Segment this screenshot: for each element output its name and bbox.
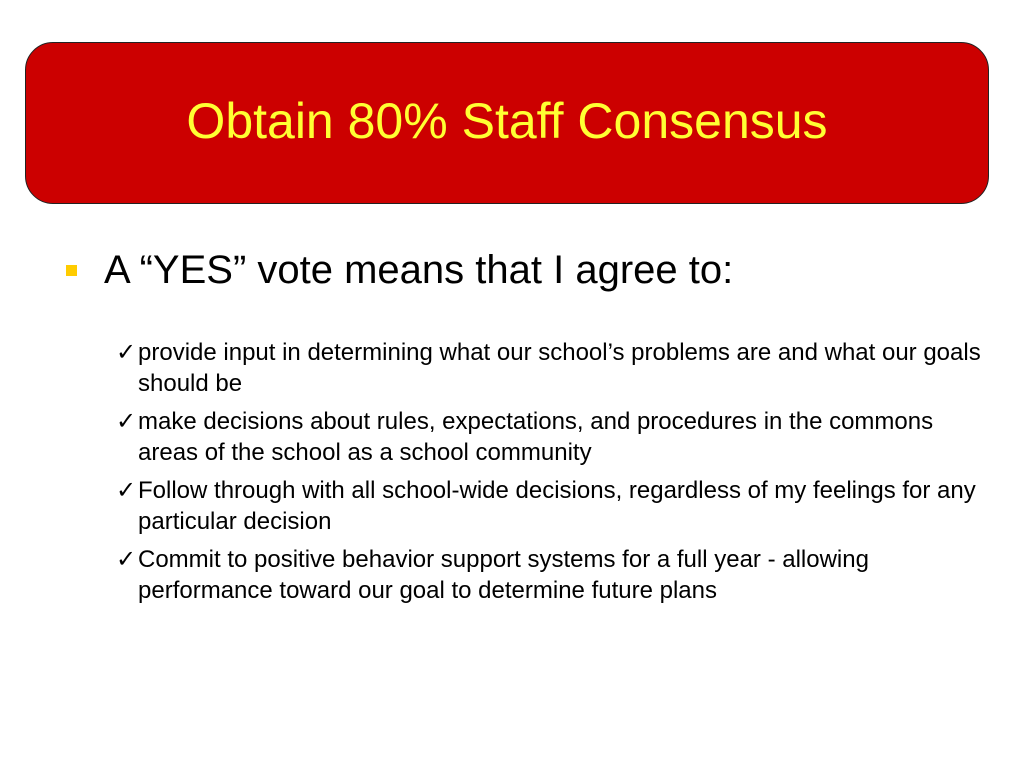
checkmark-icon: ✓	[116, 545, 137, 573]
slide-title: Obtain 80% Staff Consensus	[186, 93, 828, 149]
square-bullet-icon	[66, 265, 77, 276]
agreement-item	[116, 406, 996, 468]
main-bullet-item	[66, 247, 984, 293]
checkmark-icon: ✓	[116, 407, 137, 435]
agreement-item	[116, 544, 996, 606]
checkmark-icon: ✓	[116, 338, 137, 366]
checkmark-icon: ✓	[116, 476, 137, 504]
agreement-text: make decisions about rules, expectations, and procedures in the commons areas of the school as a school community	[138, 408, 934, 466]
agreement-text: provide input in determining what our school’s problems are and what our goals should be	[138, 339, 981, 397]
agreement-item	[116, 475, 996, 537]
agreement-list	[116, 337, 996, 613]
agreement-item	[116, 337, 996, 399]
agreement-text: Commit to positive behavior support systems for a full year - allowing performance toward our goal to determine future plans	[138, 546, 869, 604]
agreement-text: Follow through with all school-wide decisions, regardless of my feelings for any particular decision	[138, 477, 976, 535]
title-banner	[25, 42, 989, 204]
main-bullet-text: A “YES” vote means that I agree to:	[104, 248, 734, 292]
